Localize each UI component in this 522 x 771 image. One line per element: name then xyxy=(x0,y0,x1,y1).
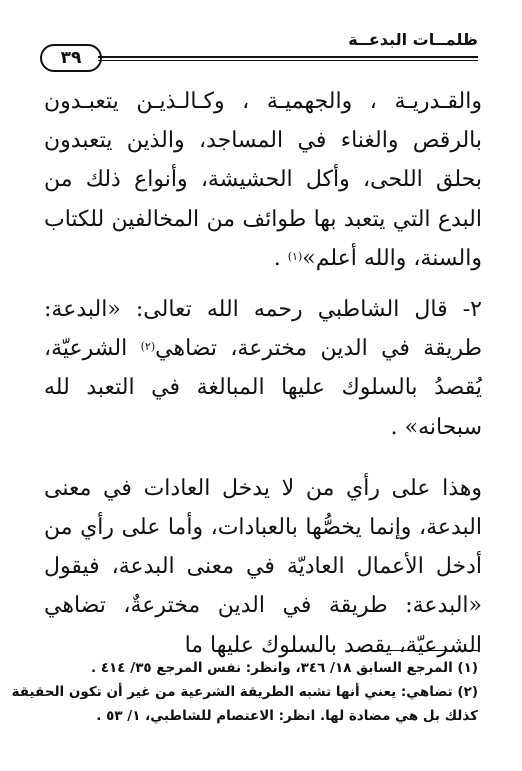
footnote-2-line-2: كذلك بل هي مضادة لها. انظر: الاعتصام للشاطبي، ١/ ٥٣ . xyxy=(96,708,478,724)
running-header-title: ظلمــات البدعــة xyxy=(348,30,478,49)
body-text xyxy=(44,82,482,665)
header-rule xyxy=(98,56,478,58)
footnote-1: (١) المرجع السابق ١٨/ ٣٤٦، وانظر: نفس المرجع ٣٥/ ٤١٤ . xyxy=(90,660,478,676)
page-number-badge: ٣٩ xyxy=(40,44,102,72)
paragraph-3-text: وهذا على رأي من لا يدخل العادات في معنى البدعة، وإنما يخصُّها بالعبادات، وأما على رأي من أدخل الأعمال العاديّة في معنى البدعة، فيقول «البدعة: طريقة في الدين مخترعةٌ، تضاهي الشرعيّة، يقصد بالسلوك عليها ما xyxy=(44,475,482,658)
footnote-ref-2: (٢) xyxy=(140,340,156,354)
header-rule-thin xyxy=(98,60,478,61)
paragraph-1-text: والقـدريـة ، والجهميـة ، وكـالـذيـن يتعبـدون بالرقص والغناء في المساجد، والذين يتعبدون بحلق اللحى، وأكل الحشيشة، وأنواع ذلك من البدع التي يتعبد بها طوائف من المخالفين للكتاب والسنة، والله أعلم» xyxy=(44,89,482,271)
paragraph-2-text-b: الشرعيّة، يُقصدُ بالسلوك عليها المبالغة في التعبد لله سبحانه» . xyxy=(44,336,482,440)
paragraph-1 xyxy=(44,82,482,278)
footnote-2-line-1: (٢) تضاهي: يعني أنها تشبه الطريقة الشرعية من غير أن تكون الحقيقة xyxy=(11,684,478,700)
footnote-separator xyxy=(374,650,478,651)
paragraph-3 xyxy=(44,469,482,665)
footnotes xyxy=(11,656,478,728)
footnote-ref-1: (١) xyxy=(287,249,303,263)
paragraph-1-end: . xyxy=(273,245,288,271)
paragraph-2 xyxy=(44,290,482,447)
paragraph-2-text-a: ٢- قال الشاطبي رحمه الله تعالى: «البدعة: طريقة في الدين مخترعة، تضاهي xyxy=(44,297,482,362)
